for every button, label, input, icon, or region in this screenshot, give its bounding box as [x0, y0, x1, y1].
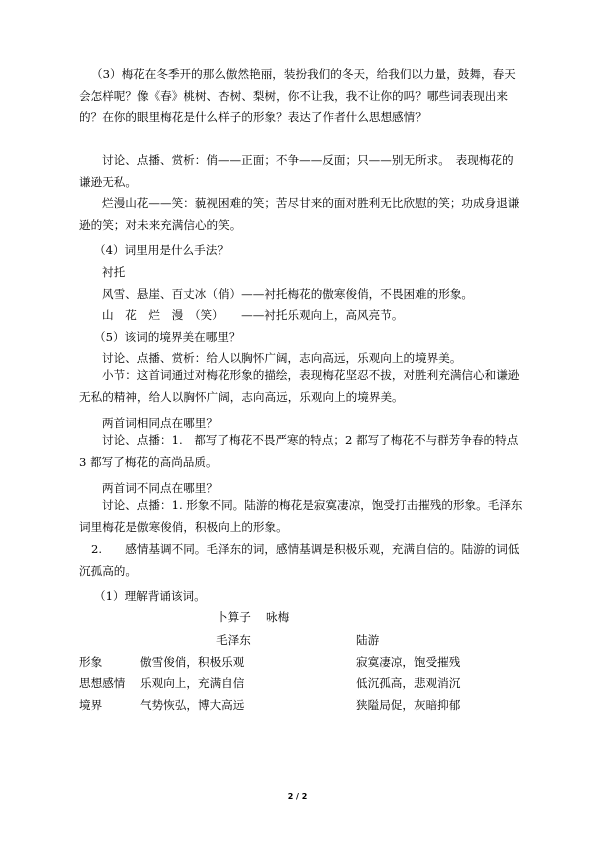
question-5-answer: 讨论、点播、赏析：给人以胸怀广阔，志向高远，乐观向上的境界美。	[102, 351, 462, 365]
summary-paragraph: 小节：这首词通过对梅花形象的描绘，表现梅花坚忍不拔，对胜利充满信心和谦逊无私的精神，给人以胸怀广阔，志向高远，乐观向上的境界美。	[79, 368, 520, 404]
row-label: 形象	[79, 655, 103, 669]
table-title: 卜算子 咏梅	[216, 610, 290, 624]
row-cell-lu: 寂寞凄凉，饱受摧残	[356, 655, 461, 669]
similarity-answer: 讨论、点播：1. 都写了梅花不畏严寒的特点；2 都写了梅花不与群芳争春的特点 3 都写了梅花的高尚品质。	[79, 433, 519, 469]
row-cell-lu: 低沉孤高，悲观消沉	[356, 676, 461, 690]
difference-question: 两首词不同点在哪里？	[102, 481, 218, 495]
column-header-lu: 陆游	[356, 633, 380, 647]
question-4-answer: 衬托	[102, 265, 126, 279]
row-cell-mao: 乐观向上，充满自信	[140, 676, 245, 690]
row-cell-mao: 傲雪俊俏，积极乐观	[140, 655, 245, 669]
similarity-question: 两首词相同点在哪里？	[102, 416, 218, 430]
contrast-line-1: 风雪、悬崖、百丈冰（俏）——衬托梅花的傲寒俊俏，不畏困难的形象。	[102, 287, 474, 301]
question-4: （4）词里用是什么手法？	[94, 243, 229, 257]
contrast-line-2: 山 花 烂 漫 （笑） ——衬托乐观向上，高风亮节。	[102, 308, 404, 322]
paragraph-q3: （3）梅花在冬季开的那么傲然艳丽，装扮我们的冬天，给我们以力量，鼓舞，春天会怎样呢？像《春》桃树、杏树、梨树，你不让我，我不让你的吗？哪些词表现出来的？在你的眼里梅花是什么样子的形象？表达了作者什么思想感情？	[79, 67, 516, 124]
row-label: 思想感情	[79, 676, 126, 690]
question-5: （5）该词的境界美在哪里？	[94, 330, 241, 344]
row-label: 境界	[79, 698, 103, 712]
paragraph-q3-answer: 讨论、点播、赏析：俏——正面；不争——反面；只——别无所求。 表现梅花的谦逊无私。	[79, 153, 514, 189]
recite-instruction: （1）理解背诵该词。	[94, 589, 206, 603]
column-header-mao: 毛泽东	[216, 633, 251, 647]
page-number: 2 / 2	[287, 792, 308, 801]
difference-answer-1: 讨论、点播：1. 形象不同。陆游的梅花是寂寞凄凉，饱受打击摧残的形象。毛泽东词里梅花是傲寒俊俏，积极向上的形象。	[79, 498, 523, 534]
row-cell-mao: 气势恢弘，博大高远	[140, 698, 245, 712]
row-cell-lu: 狭隘局促，灰暗抑郁	[356, 698, 461, 712]
paragraph-q3-laugh: 烂漫山花——笑：藐视困难的笑；苦尽甘来的面对胜利无比欣慰的笑；功成身退谦逊的笑；对未来充满信心的笑。	[79, 196, 520, 232]
difference-answer-2: 2. 感情基调不同。毛泽东的词，感情基调是积极乐观，充满自信的。陆游的词低沉孤高的。	[79, 542, 520, 578]
